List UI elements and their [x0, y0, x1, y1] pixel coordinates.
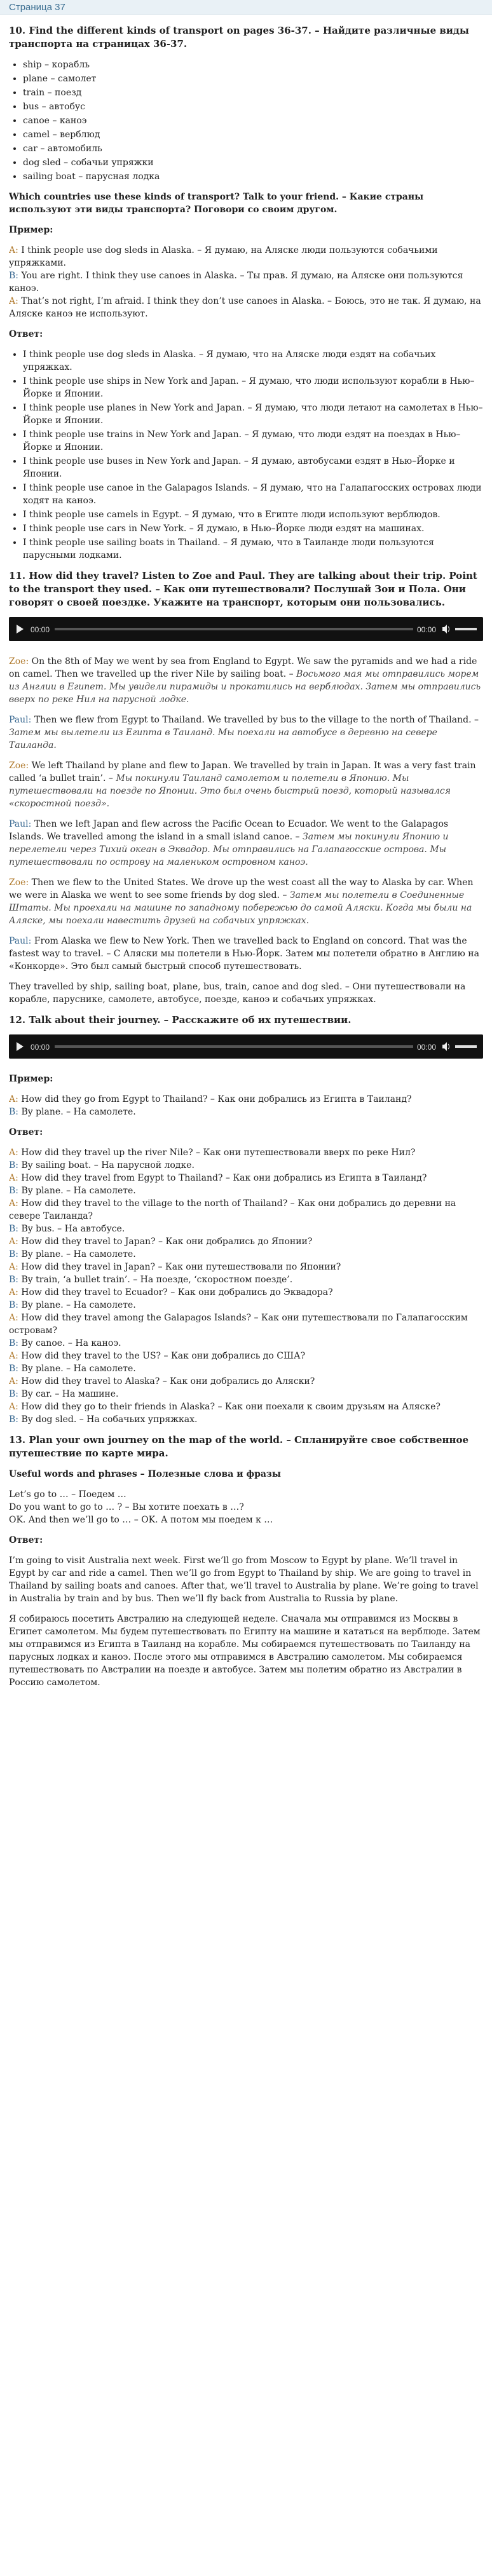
speaker-label: A: [9, 245, 18, 255]
list-item: • I think people use cars in New York. – Я думаю, в Нью–Йорке люди ездят на машинах. [23, 522, 483, 535]
ex10-answer-list [9, 348, 483, 562]
dialogue-line: I think people use dog sleds in Alaska. – Я думаю, на Аляске люди пользуются собачьими упряжками. [9, 245, 438, 268]
paragraph-en: We left Thailand by plane and flew to Japan. We travelled by train in Japan. It was a very fast train called ‘a bullet train’. – [9, 761, 476, 783]
dialogue-line: By train, ‘a bullet train’. – На поезде, ‘скоростном поезде’. [21, 1275, 293, 1285]
dialogue-paragraph [9, 655, 483, 706]
phrase-line: Do you want to go to … ? – Вы хотите поехать в …? [9, 1502, 244, 1512]
speaker-label: B: [9, 1275, 19, 1285]
ex12-title: 12. Talk about their journey. – Расскажите об их путешествии. [9, 1014, 352, 1026]
volume-slider[interactable] [455, 628, 477, 630]
speaker-label: A: [9, 1173, 18, 1183]
speaker-label: B: [9, 1364, 19, 1374]
dialogue-line: By canoe. – На каноэ. [21, 1338, 121, 1348]
list-item: • bus – автобус [23, 100, 483, 113]
ex13-answer-label: Ответ: [9, 1535, 43, 1545]
play-icon[interactable] [17, 1042, 24, 1051]
speaker-label: B: [9, 1414, 19, 1425]
speaker-label: B: [9, 1300, 19, 1310]
dialogue-line: How did they travel up the river Nile? – Как они путешествовали вверх по реке Нил? [21, 1148, 416, 1158]
ex12-example-label: Пример: [9, 1074, 53, 1084]
phrase-line: OK. And then we’ll go to … – OK. А потом мы поедем к … [9, 1515, 273, 1525]
list-item: • I think people use trains in New York and Japan. – Я думаю, что люди ездят на поездах в Нью–Йорке и Японии. [23, 428, 483, 454]
audio-player[interactable] [9, 1034, 483, 1059]
ex10-answer-label: Ответ: [9, 329, 43, 339]
current-time: 00:00 [31, 1043, 50, 1052]
article-content [9, 19, 483, 2567]
list-item: • I think people use sailing boats in Thailand. – Я думаю, что в Таиланде люди пользуются парусными лодками. [23, 536, 483, 562]
dialogue-paragraph [9, 876, 483, 927]
dialogue-paragraph [9, 818, 483, 869]
dialogue-line: By car. – На машине. [21, 1389, 119, 1399]
paragraph-ru: Затем мы полетели в Соединенные Штаты. Мы проехали на машине по западному побережью до самой Аляски. Когда мы были на Аляске, мы поехали навестить друзей на собачьих упряжках. [9, 890, 472, 926]
list-item: • I think people use dog sleds in Alaska. – Я думаю, что на Аляске люди ездят на собачьих упряжках. [23, 348, 483, 374]
dialogue-line: How did they travel to Alaska? – Как они добрались до Аляски? [21, 1376, 315, 1386]
ex13-title: 13. Plan your own journey on the map of the world. – Спланируйте свое собственное путешествие по карте мира. [9, 1434, 469, 1459]
list-item: • I think people use canoe in the Galapagos Islands. – Я думаю, что на Галапагосских островах люди ходят на каноэ. [23, 482, 483, 507]
progress-track[interactable] [55, 628, 413, 630]
ex12-example [9, 1093, 483, 1118]
speaker-label: B: [9, 1389, 19, 1399]
ex10-example [9, 244, 483, 320]
list-item: • I think people use planes in New York and Japan. – Я думаю, что люди летают на самолетах в Нью–Йорке и Японии. [23, 402, 483, 427]
speaker-label: B: [9, 1338, 19, 1348]
volume-slider[interactable] [455, 1045, 477, 1048]
paragraph-en: Then we flew from Egypt to Thailand. We travelled by bus to the village to the north of Thailand. – [34, 715, 479, 725]
dialogue-line: How did they go to their friends in Alaska? – Как они поехали к своим друзьям на Аляске? [21, 1402, 441, 1412]
speaker-label: B: [9, 1249, 19, 1259]
list-item: • camel – верблюд [23, 128, 483, 141]
dialogue-line: How did they travel to the village to the north of Thailand? – Как они добрались до деревни на севере Таиланда? [9, 1198, 456, 1221]
paragraph-ru: Восьмого мая мы отправились морем из Англии в Египет. Мы увидели пирамиды и прокатились на верблюдах. Затем мы отправились вверх по реке Нил на парусной лодке. [9, 669, 481, 705]
duration: 00:00 [416, 1043, 436, 1052]
paragraph-en: From Alaska we flew to New York. Then we travelled back to England on concord. That was the fastest way to travel. – С Аляски мы полетели в Нью-Йорк. Затем мы полетели обратно в Англию на «Конкорде». Это был самый быстрый способ путешествовать. [9, 936, 479, 972]
dialogue-line: How did they travel from Egypt to Thailand? – Как они добрались из Египта в Таиланд? [21, 1173, 427, 1183]
play-icon[interactable] [17, 625, 24, 634]
ex11-summary: They travelled by ship, sailing boat, plane, bus, train, canoe and dog sled. – Они путешествовали на корабле, паруснике, самолете, автобусе, поезде, каноэ и собачьих упряжках. [9, 982, 466, 1005]
speaker-label: A: [9, 1313, 18, 1323]
speaker-label: A: [9, 1262, 18, 1272]
list-item: • I think people use buses in New York and Japan. – Я думаю, автобусами ездят в Нью–Йорке и Японии. [23, 455, 483, 480]
ex13-phrases-title: Useful words and phrases – Полезные слова и фразы [9, 1469, 281, 1479]
speaker-label: A: [9, 1287, 18, 1298]
speaker-label: Paul: [9, 715, 32, 725]
speaker-label: A: [9, 1351, 18, 1361]
paragraph-ru: Мы покинули Таиланд самолетом и полетели в Японию. Мы путешествовали на поезде по Японии. Это был очень быстрый поезд, который назывался «скоростной поезд». [9, 773, 451, 809]
speaker-label: A: [9, 1237, 18, 1247]
volume-icon[interactable] [442, 1042, 450, 1051]
speaker-label: Zoe: [9, 761, 29, 771]
speaker-label: Zoe: [9, 656, 29, 667]
paragraph-en: Then we flew to the United States. We drove up the west coast all the way to Alaska by car. When we were in Alaska we went to see some friends by dog sled. – [9, 878, 474, 900]
phrase-line: Let’s go to … – Поедем … [9, 1489, 126, 1500]
dialogue-line: How did they go from Egypt to Thailand? – Как они добрались из Египта в Таиланд? [21, 1094, 412, 1104]
dialogue-line: How did they travel in Japan? – Как они путешествовали по Японии? [21, 1262, 341, 1272]
ex13-answer-ru: Я собираюсь посетить Австралию на следующей неделе. Сначала мы отправимся из Москвы в Египет самолетом. Мы будем путешествовать по Египту на машине и кататься на верблюде. Затем мы отправимся из Египта в Таиланд на корабле. Мы собираемся путешествовать по Таиланду на парусных лодках и каноэ. После этого мы отправимся в Австралию самолетом. Мы собираемся путешествовать по Австралии на поезде и автобусе. Затем мы полетим обратно из Австралии в Россию самолетом. [9, 1614, 481, 1688]
dialogue-line: By dog sled. – На собачьих упряжках. [21, 1414, 198, 1425]
dialogue-line: You are right. I think they use canoes in Alaska. – Ты прав. Я думаю, на Аляске они пользуются каноэ. [9, 271, 463, 294]
paragraph-ru: Затем мы покинули Японию и перелетели через Тихий океан в Эквадор. Мы отправились на Галапагосские острова. Мы путешествовали по острову на маленьком островном каноэ. [9, 832, 449, 867]
dialogue-line: By plane. – На самолете. [21, 1364, 136, 1374]
speaker-label: A: [9, 1402, 18, 1412]
ex10-title: 10. Find the different kinds of transport on pages 36-37. – Найдите различные виды транспорта на страницах 36-37. [9, 25, 469, 50]
ex10-example-label: Пример: [9, 225, 53, 235]
speaker-label: A: [9, 1376, 18, 1386]
dialogue-paragraph [9, 714, 483, 752]
ex12-answer-label: Ответ: [9, 1127, 43, 1137]
dialogue-line: By plane. – На самолете. [21, 1300, 136, 1310]
page-header [0, 0, 492, 15]
list-item: • train – поезд [23, 86, 483, 99]
speaker-label: Zoe: [9, 878, 29, 888]
speaker-label: B: [9, 1186, 19, 1196]
ex12-answer-dialogue [9, 1146, 483, 1426]
dialogue-line: How did they travel to Japan? – Как они добрались до Японии? [21, 1237, 313, 1247]
dialogue-paragraph [9, 759, 483, 810]
speaker-label: B: [9, 1160, 19, 1170]
dialogue-line: By plane. – На самолете. [21, 1186, 136, 1196]
dialogue-line: By plane. – На самолете. [21, 1107, 136, 1117]
current-time: 00:00 [31, 625, 50, 634]
list-item: • dog sled – собачьи упряжки [23, 156, 483, 169]
dialogue-line: That’s not right, I’m afraid. I think they don’t use canoes in Alaska. – Боюсь, это не так. Я думаю, на Аляске каноэ не используют. [9, 296, 481, 319]
speaker-label: A: [9, 1198, 18, 1209]
dialogue-line: By plane. – На самолете. [21, 1249, 136, 1259]
speaker-label: B: [9, 1224, 19, 1234]
ex13-phrases [9, 1488, 483, 1526]
page-title: Страница 37 [9, 2, 65, 13]
list-item: • sailing boat – парусная лодка [23, 170, 483, 183]
list-item: • car – автомобиль [23, 142, 483, 155]
dialogue-line: How did they travel to Ecuador? – Как они добрались до Эквадора? [21, 1287, 333, 1298]
speaker-label: B: [9, 1107, 19, 1117]
dialogue-line: How did they travel to the US? – Как они добрались до США? [21, 1351, 306, 1361]
ex13-answer-en: I’m going to visit Australia next week. First we’ll go from Moscow to Egypt by plane. We’ll travel in Egypt by car and ride a camel. Then we’ll go from Egypt to Thailand by ship. We are going to travel in Thailand by sailing boats and canoes. After that, we’ll travel to Australia by plane. We’re going to travel in Australia by train and by bus. Then we’ll fly back from Australia to Russia by plane. [9, 1556, 479, 1604]
speaker-label: A: [9, 1148, 18, 1158]
speaker-label: Paul: [9, 819, 32, 829]
paragraph-ru: Затем мы вылетели из Египта в Таиланд. Мы поехали на автобусе в деревню на севере Таиланда. [9, 728, 437, 750]
duration: 00:00 [416, 625, 436, 634]
paragraph-en: On the 8th of May we went by sea from England to Egypt. We saw the pyramids and we had a ride on camel. Then we travelled up the river Nile by sailing boat. – [9, 656, 477, 679]
list-item: • canoe – каноэ [23, 114, 483, 127]
ex10-transport-list [9, 58, 483, 183]
speaker-label: Paul: [9, 936, 32, 946]
dialogue-line: How did they travel among the Galapagos Islands? – Как они путешествовали по Галапагосским островам? [9, 1313, 468, 1336]
dialogue-line: By bus. – На автобусе. [21, 1224, 125, 1234]
speaker-label: A: [9, 1094, 18, 1104]
audio-player[interactable] [9, 617, 483, 641]
paragraph-en: Then we left Japan and flew across the Pacific Ocean to Ecuador. We went to the Galapagos Islands. We travelled among the island in a small island canoe. – [9, 819, 449, 842]
volume-icon[interactable] [442, 625, 450, 634]
ex10-question: Which countries use these kinds of transport? Talk to your friend. – Какие страны используют эти виды транспорта? Поговори со своим другом. [9, 192, 424, 215]
dialogue-line: By sailing boat. – На парусной лодке. [21, 1160, 195, 1170]
progress-track[interactable] [55, 1045, 413, 1048]
ex11-title: 11. How did they travel? Listen to Zoe and Paul. They are talking about their trip. Point to the transport they used. – Как они путешествовали? Послушай Зои и Пола. Они говорят о своей поездке. Укажите на транспорт, которым они пользовались. [9, 570, 477, 608]
list-item: • I think people use ships in New York and Japan. – Я думаю, что люди используют корабли в Нью–Йорке и Японии. [23, 375, 483, 400]
speaker-label: B: [9, 271, 19, 281]
list-item: • plane – самолет [23, 72, 483, 85]
speaker-label: A: [9, 296, 18, 306]
list-item: • I think people use camels in Egypt. – Я думаю, что в Египте люди используют верблюдов. [23, 508, 483, 521]
list-item: • ship – корабль [23, 58, 483, 71]
dialogue-paragraph [9, 935, 483, 973]
